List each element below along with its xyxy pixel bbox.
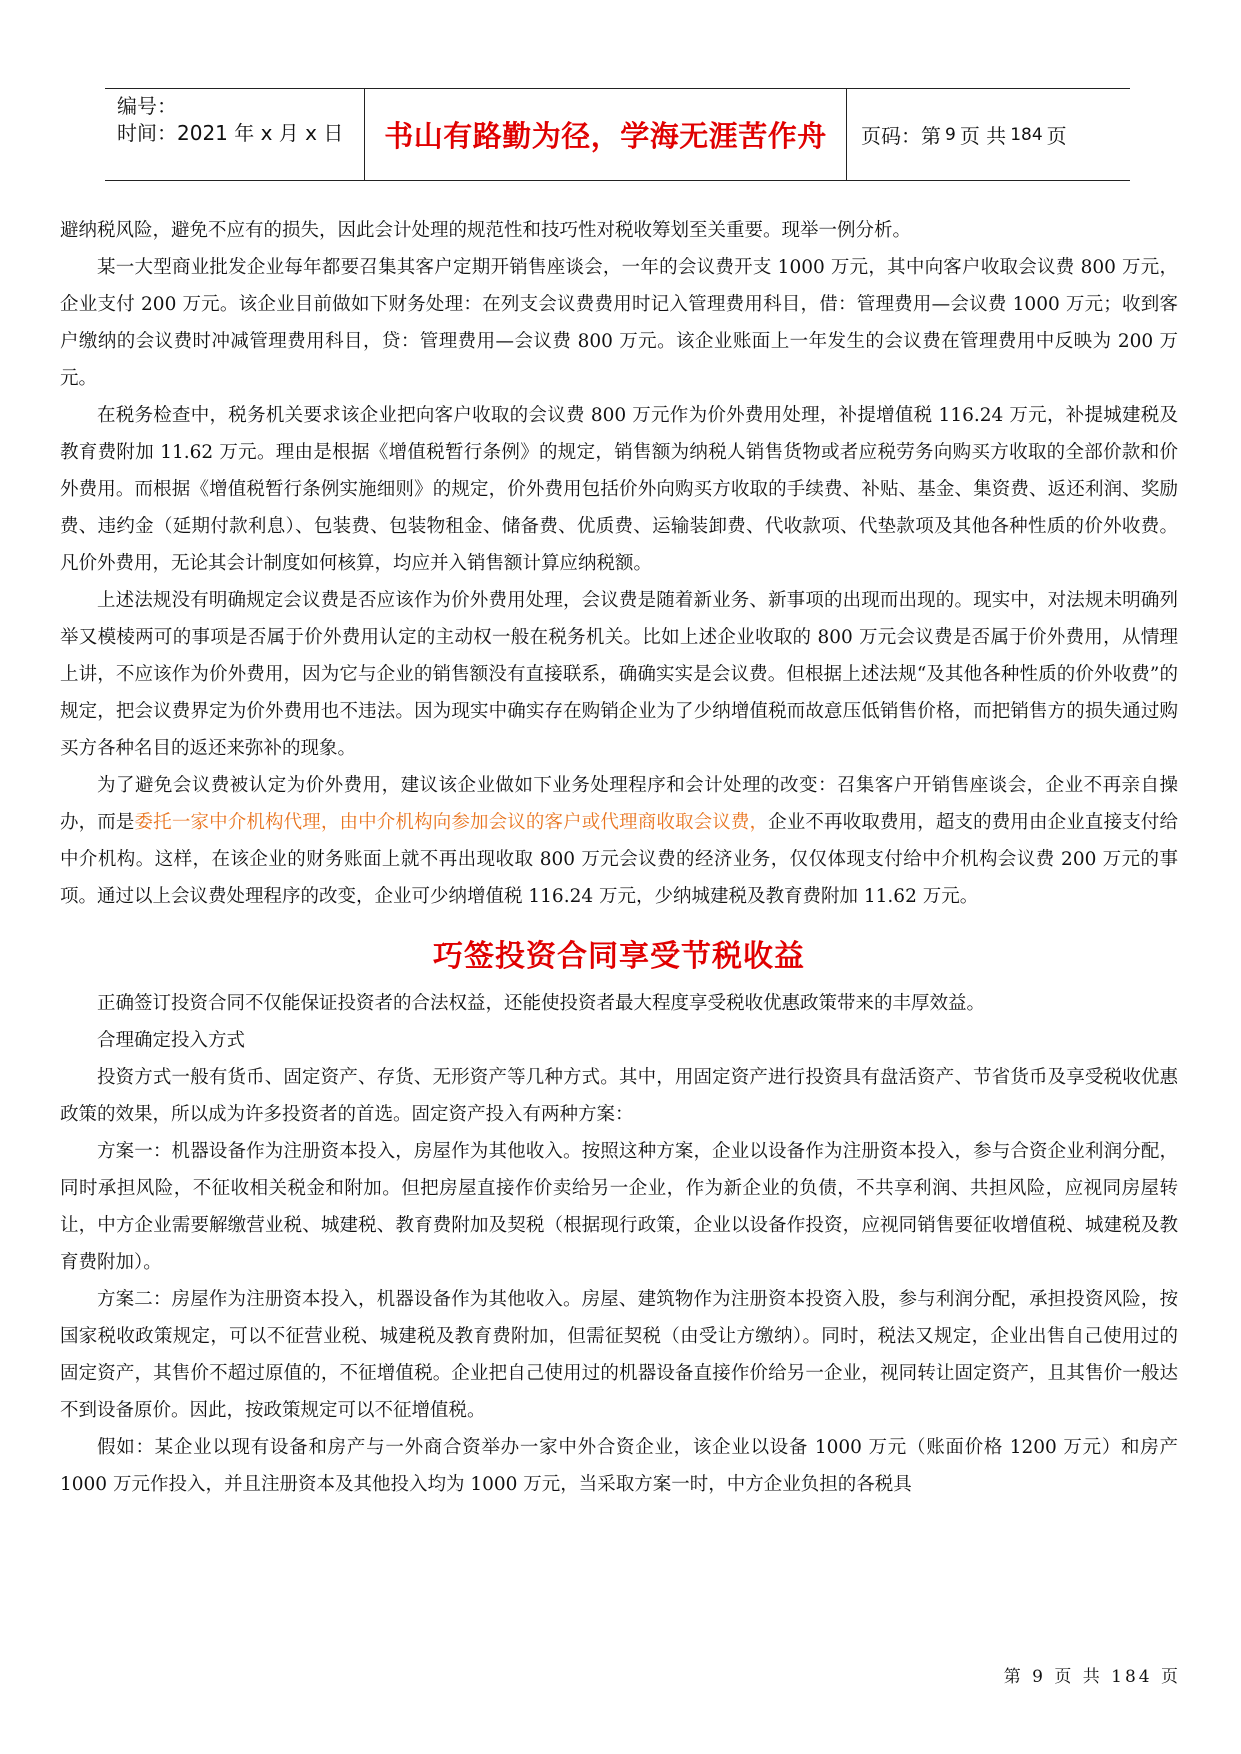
paragraph: 上述法规没有明确规定会议费是否应该作为价外费用处理，会议费是随着新业务、新事项的出现而出现的。现实中，对法规未明确列举又模棱两可的事项是否属于价外费用认定的主动权一般在税务机关。比如上述企业收取的 800 万元会议费是否属于价外费用，从情理上讲，不应该作为价外费用，因为它与企业的销售额没有直接联系，确确实实是会议费。但根据上述法规“及其他各种性质的价外收费”的规定，把会议费界定为价外费用也不违法。因为现实中确实存在购销企业为了少纳增值税而故意压低销售价格，而把销售方的损失通过购买方各种名目的返还来弥补的现象。: [60, 590, 1178, 759]
highlighted-text: 委托一家中介机构代理，由中介机构向参加会议的客户或代理商收取会议费，: [134, 812, 769, 833]
paragraph: 正确签订投资合同不仅能保证投资者的合法权益，还能使投资者最大程度享受税收优惠政策带来的丰厚效益。: [97, 993, 986, 1014]
paragraph: [60, 767, 1178, 915]
paragraph-text: 为了避免会议费被认定为价外费用，建议该企业做如下业务处理程序和会计处理的改变：召集客户开销售座谈会，企业不再亲自操办，而是: [60, 775, 1178, 833]
document-body: [60, 212, 1178, 1503]
paragraph-text: 企业不再收取费用，超支的费用由企业直接支付给中介机构。这样，在该企业的财务账面上就不再出现收取 800 万元会议费的经济业务，仅仅体现支付给中介机构会议费 200 万元的事项。通过以上会议费处理程序的改变，企业可少纳增值税 116.24 万元，少纳城建税及教育费附加 11.62 万元。: [60, 812, 1178, 907]
paragraph: 某一大型商业批发企业每年都要召集其客户定期开销售座谈会，一年的会议费开支 1000 万元，其中向客户收取会议费 800 万元，企业支付 200 万元。该企业目前做如下财务处理：在列支会议费费用时记入管理费用科目，借：管理费用—会议费 1000 万元；收到客户缴纳的会议费时冲减管理费用科目，贷：管理费用—会议费 800 万元。该企业账面上一年发生的会议费在管理费用中反映为 200 万元。: [60, 257, 1178, 389]
paragraph: 在税务检查中，税务机关要求该企业把向客户收取的会议费 800 万元作为价外费用处理，补提增值税 116.24 万元，补提城建税及教育费附加 11.62 万元。理由是根据《增值税暂行条例》的规定，销售额为纳税人销售货物或者应税劳务向购买方收取的全部价款和价外费用。而根据《增值税暂行条例实施细则》的规定，价外费用包括价外向购买方收取的手续费、补贴、基金、集资费、返还利润、奖励费、违约金（延期付款利息）、包装费、包装物租金、储备费、优质费、运输装卸费、代收款项、代垫款项及其他各种性质的价外收费。凡价外费用，无论其会计制度如何核算，均应并入销售额计算应纳税额。: [60, 405, 1178, 574]
page-mid: 页 共: [959, 124, 1007, 148]
paragraph: 方案二：房屋作为注册资本投入，机器设备作为其他收入。房屋、建筑物作为注册资本投资入股，参与利润分配，承担投资风险，按国家税收政策规定，可以不征营业税、城建税及教育费附加，但需征契税（由受让方缴纳）。同时，税法又规定，企业出售自己使用过的固定资产，其售价不超过原值的，不征增值税。企业把自己使用过的机器设备直接作价给另一企业，视同转让固定资产，且其售价一般达不到设备原价。因此，按政策规定可以不征增值税。: [60, 1289, 1178, 1421]
page-current: 9: [945, 124, 956, 145]
section-title: 巧签投资合同享受节税收益: [433, 939, 805, 974]
paragraph: 投资方式一般有货币、固定资产、存货、无形资产等几种方式。其中，用固定资产进行投资具有盘活资产、节省货币及享受税收优惠政策的效果，所以成为许多投资者的首选。固定资产投入有两种方案：: [60, 1067, 1178, 1125]
time-label: 时间：2021 年 x 月 x 日: [117, 121, 344, 145]
paragraph: 方案一：机器设备作为注册资本投入，房屋作为其他收入。按照这种方案，企业以设备作为注册资本投入，参与合资企业利润分配，同时承担风险，不征收相关税金和附加。但把房屋直接作价卖给另一企业，作为新企业的负债，不共享利润、共担风险，应视同房屋转让，中方企业需要解缴营业税、城建税、教育费附加及契税（根据现行政策，企业以设备作投资，应视同销售要征收增值税、城建税及教育费附加）。: [60, 1141, 1178, 1273]
document-header: [105, 88, 1130, 181]
page-suffix: 页: [1046, 124, 1067, 148]
serial-number-label: 编号：: [117, 94, 177, 118]
paragraph: 假如：某企业以现有设备和房产与一外商合资举办一家中外合资企业，该企业以设备 1000 万元（账面价格 1200 万元）和房产 1000 万元作投入，并且注册资本及其他投入均为 1000 万元，当采取方案一时，中方企业负担的各税具: [60, 1437, 1178, 1495]
header-motto: 书山有路勤为径，学海无涯苦作舟: [384, 119, 827, 153]
page-prefix: 页码：第: [861, 124, 941, 148]
header-page-info: [847, 89, 1130, 180]
page-footer: 第 9 页 共 184 页: [1003, 1667, 1181, 1687]
header-motto-cell: [365, 89, 847, 180]
paragraph: 避纳税风险，避免不应有的损失，因此会计处理的规范性和技巧性对税收筹划至关重要。现举一例分析。: [60, 220, 912, 241]
page-total: 184: [1010, 124, 1043, 145]
header-meta: [105, 89, 365, 180]
subheading: 合理确定投入方式: [97, 1030, 246, 1051]
